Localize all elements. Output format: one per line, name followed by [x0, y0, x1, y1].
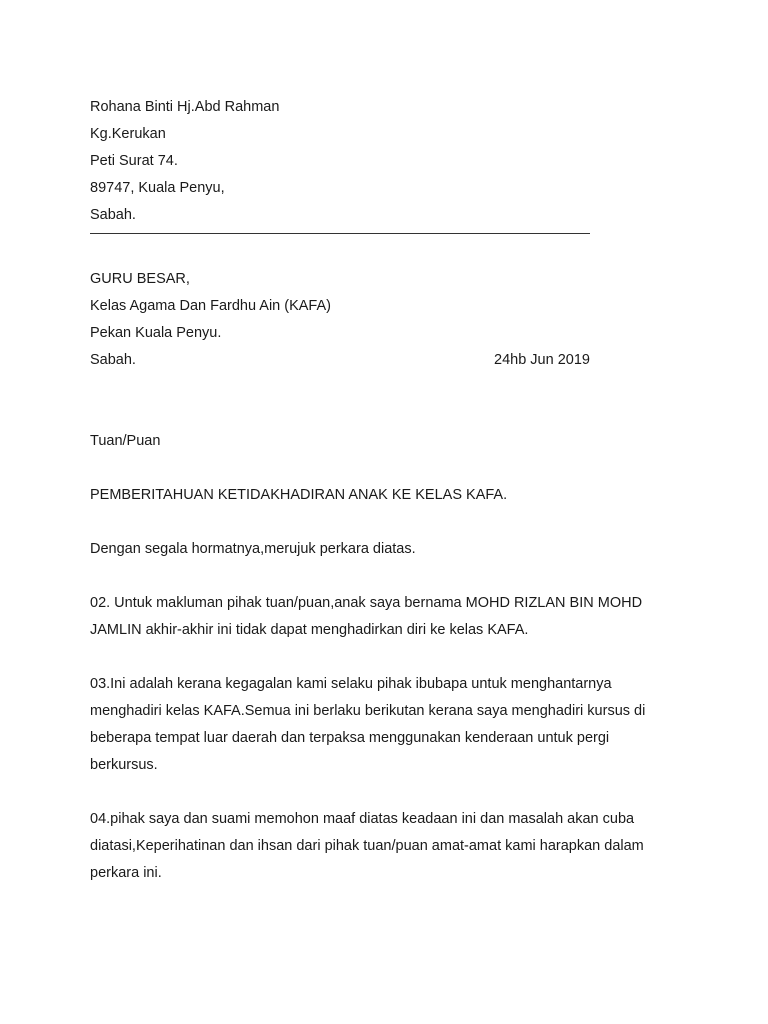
- spacer: [90, 509, 690, 536]
- spacer: [90, 374, 690, 428]
- recipient-line-1: Kelas Agama Dan Fardhu Ain (KAFA): [90, 298, 331, 314]
- recipient-block: [90, 266, 690, 374]
- sender-block: [90, 94, 690, 229]
- letter-page: [90, 94, 690, 887]
- separator-line: [90, 233, 590, 234]
- recipient-title: GURU BESAR,: [90, 271, 190, 287]
- letter-date: 24hb Jun 2019: [494, 352, 590, 368]
- subject-line: PEMBERITAHUAN KETIDAKHADIRAN ANAK KE KELAS KAFA.: [90, 487, 508, 503]
- paragraph-02: [90, 590, 690, 644]
- sender-address-line-1: Kg.Kerukan: [90, 126, 166, 142]
- paragraph-03-line-1: 03.Ini adalah kerana kegagalan kami selaku pihak ibubapa untuk menghantarnya: [90, 676, 612, 692]
- paragraph-03: [90, 671, 690, 779]
- paragraph-03-line-3: beberapa tempat luar daerah dan terpaksa menggunakan kenderaan untuk pergi: [90, 730, 610, 746]
- paragraph-02-line-2: JAMLIN akhir-akhir ini tidak dapat menghadirkan diri ke kelas KAFA.: [90, 622, 529, 638]
- paragraph-04-line-2: diatasi,Keperihatinan dan ihsan dari pihak tuan/puan amat-amat kami harapkan dalam: [90, 838, 644, 854]
- spacer: [90, 644, 690, 671]
- recipient-line-3: Sabah.: [90, 352, 136, 368]
- paragraph-02-line-1: 02. Untuk makluman pihak tuan/puan,anak saya bernama MOHD RIZLAN BIN MOHD: [90, 595, 643, 611]
- salutation: Tuan/Puan: [90, 433, 161, 449]
- recipient-line-2: Pekan Kuala Penyu.: [90, 325, 222, 341]
- opening-line: Dengan segala hormatnya,merujuk perkara diatas.: [90, 541, 416, 557]
- sender-address-line-3: 89747, Kuala Penyu,: [90, 180, 225, 196]
- paragraph-03-line-4: berkursus.: [90, 757, 158, 773]
- spacer: [90, 455, 690, 482]
- sender-address-line-2: Peti Surat 74.: [90, 153, 178, 169]
- sender-address-line-4: Sabah.: [90, 207, 136, 223]
- spacer: [90, 563, 690, 590]
- paragraph-03-line-2: menghadiri kelas KAFA.Semua ini berlaku berikutan kerana saya menghadiri kursus di: [90, 703, 646, 719]
- paragraph-04-line-1: 04.pihak saya dan suami memohon maaf diatas keadaan ini dan masalah akan cuba: [90, 811, 635, 827]
- spacer: [90, 779, 690, 806]
- sender-name: Rohana Binti Hj.Abd Rahman: [90, 99, 280, 115]
- paragraph-04-line-3: perkara ini.: [90, 865, 162, 881]
- recipient-date-row: [90, 347, 690, 374]
- paragraph-04: [90, 806, 690, 887]
